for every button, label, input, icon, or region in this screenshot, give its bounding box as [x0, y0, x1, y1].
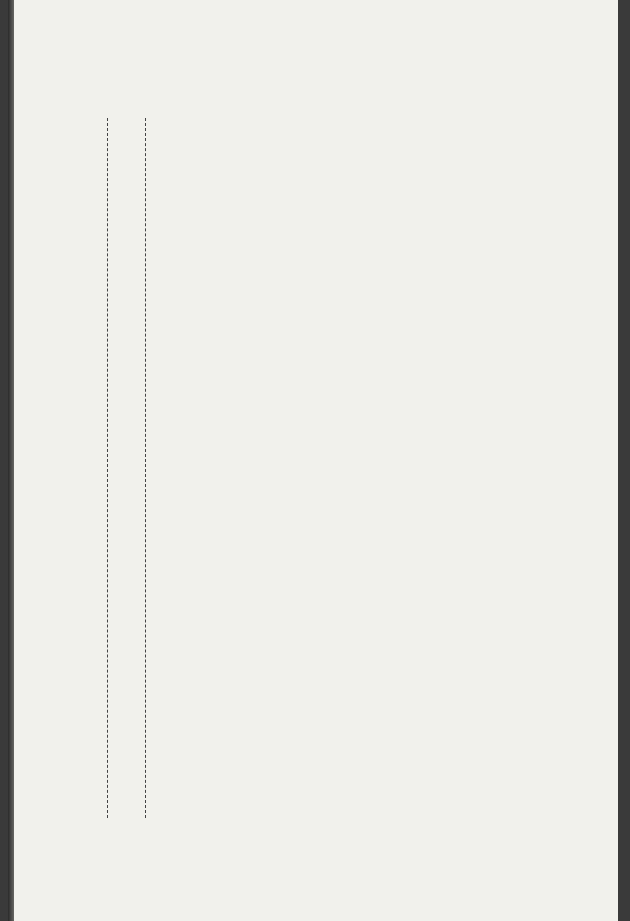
- header-rule-top: [107, 118, 108, 818]
- header-rule-bottom: [145, 118, 146, 818]
- table-id: [53, 775, 80, 818]
- rotated-table: [53, 118, 553, 818]
